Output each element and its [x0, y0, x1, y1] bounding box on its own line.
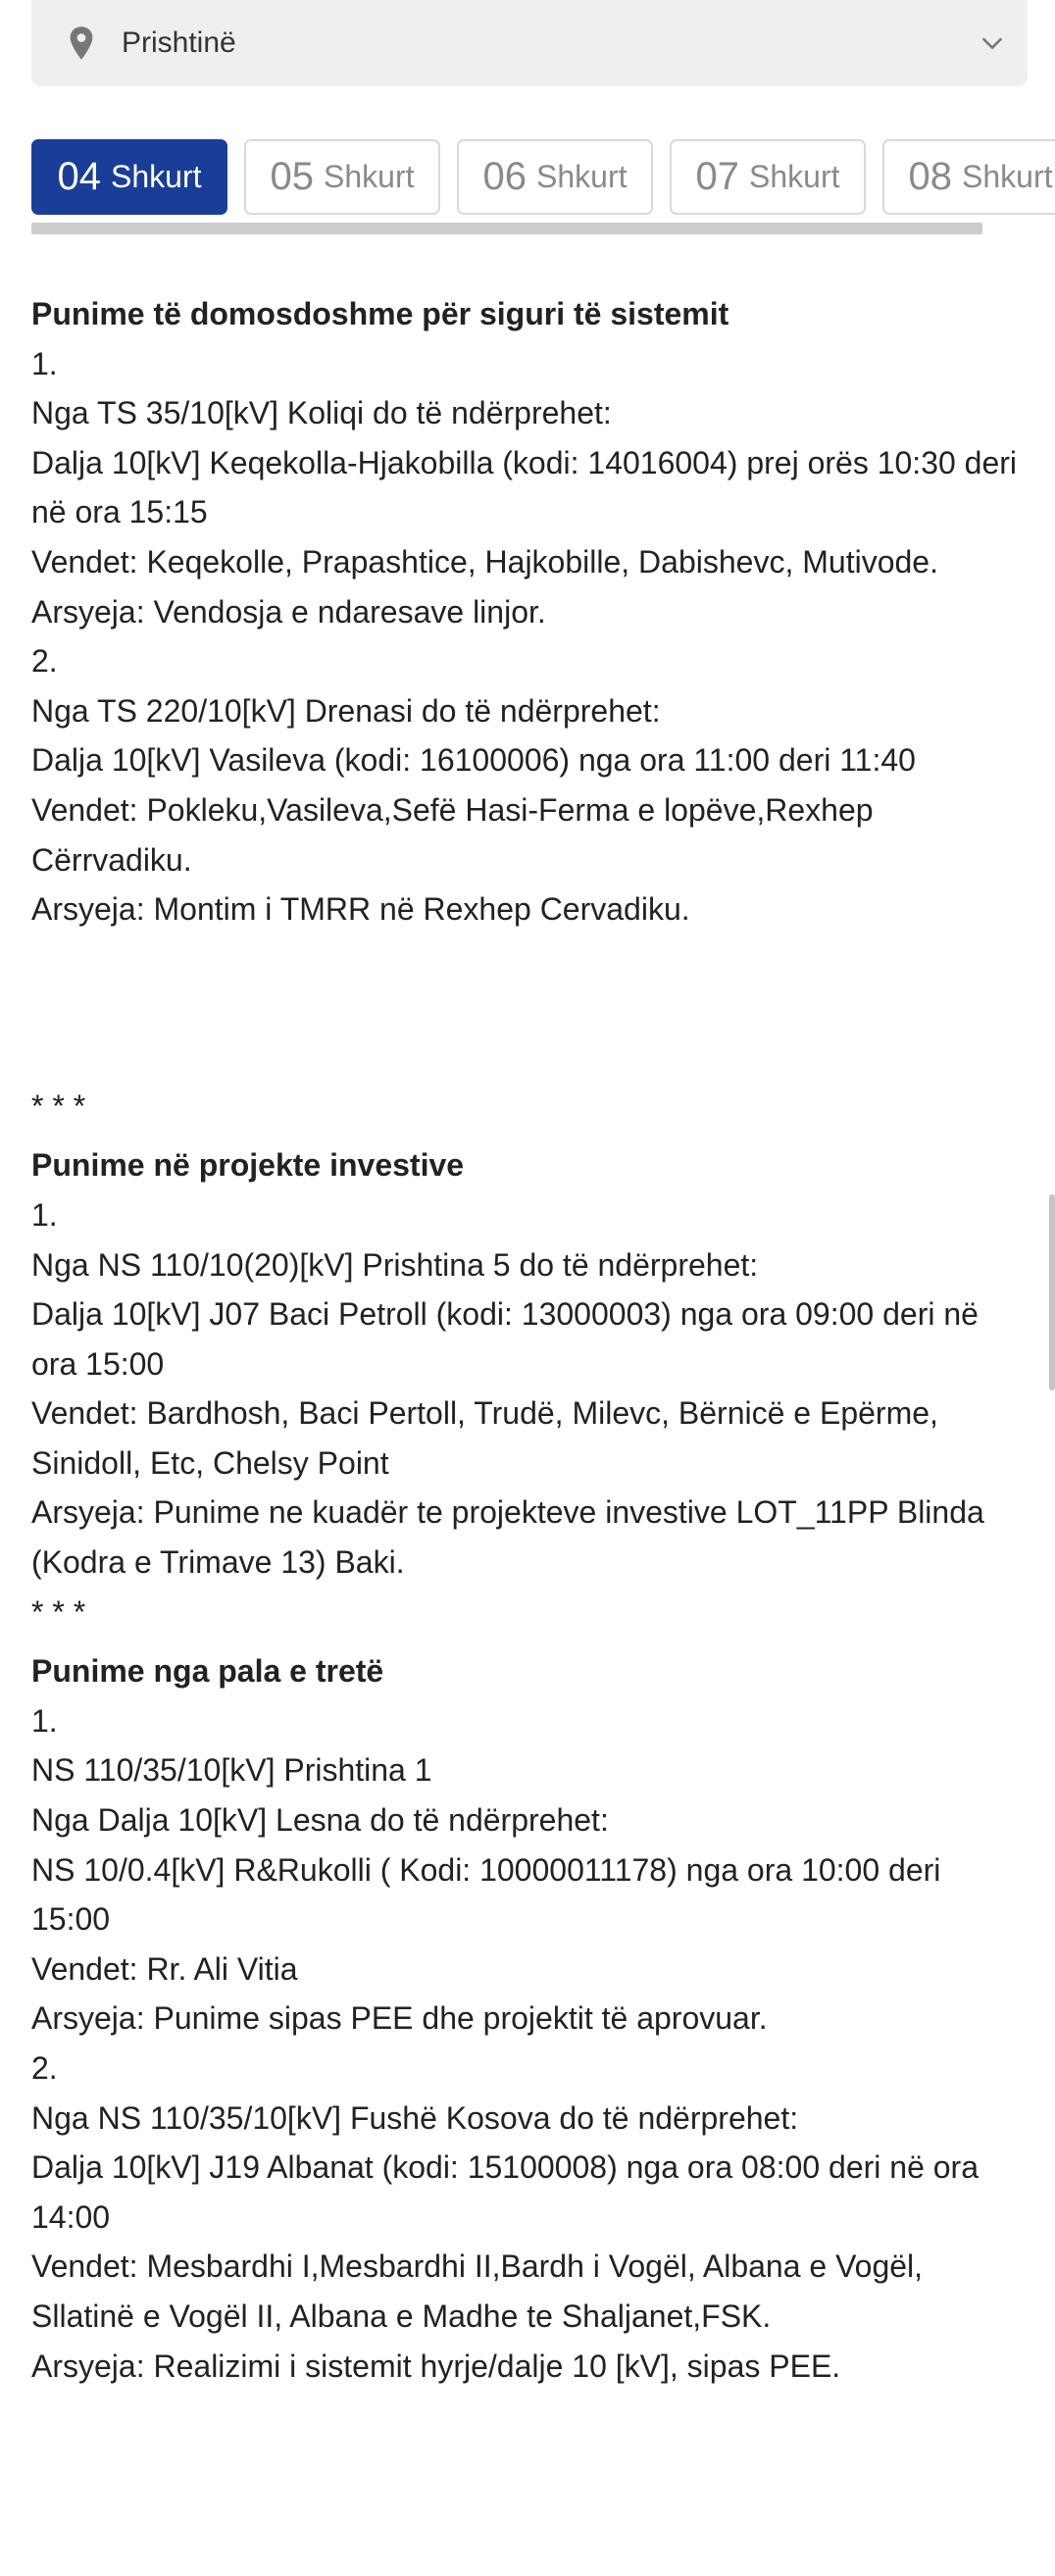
date-tabs — [31, 139, 1055, 216]
item-places: Vendet: Mesbardhi I,Mesbardhi II,Bardh i Vogël, Albana e Vogël, Sllatinë e Vogël II, Albana e Madhe te Shaljanet,FSK. — [31, 2248, 924, 2334]
item-number: 1. — [31, 1196, 58, 1233]
outage-content — [31, 279, 1028, 2391]
date-tab-month: Shkurt — [111, 159, 202, 194]
item-line: Dalja 10[kV] Vasileva (kodi: 16100006) nga ora 11:00 deri 11:40 — [31, 742, 916, 779]
date-tab-day: 05 — [270, 155, 314, 198]
location-value: Prishtinë — [122, 26, 236, 59]
date-tab-07[interactable] — [670, 139, 866, 215]
item-reason: Arsyeja: Montim i TMRR në Rexhep Cervadiku. — [31, 891, 690, 928]
date-tab-06[interactable] — [457, 139, 653, 215]
item-station: NS 110/35/10[kV] Prishtina 1 — [31, 1752, 432, 1789]
chevron-down-icon — [979, 29, 1006, 57]
item-line: Dalja 10[kV] J07 Baci Petroll (kodi: 13000003) nga ora 09:00 deri në ora 15:00 — [31, 1296, 979, 1382]
item-source: Nga NS 110/10(20)[kV] Prishtina 5 do të ndërprehet: — [31, 1246, 759, 1283]
date-tab-day: 06 — [482, 155, 527, 198]
item-reason: Arsyeja: Punime sipas PEE dhe projektit të aprovuar. — [31, 2000, 768, 2037]
item-line: Dalja 10[kV] J19 Albanat (kodi: 15100008) nga ora 08:00 deri në ora 14:00 — [31, 2149, 979, 2235]
section-heading: Punime nga pala e tretë — [31, 1653, 384, 1690]
item-places: Vendet: Keqekolle, Prapashtice, Hajkobille, Dabishevc, Mutivode. — [31, 543, 938, 580]
item-source: Nga Dalja 10[kV] Lesna do të ndërprehet: — [31, 1802, 609, 1839]
section-separator: * * * — [31, 1087, 86, 1124]
item-number: 2. — [31, 643, 58, 680]
section-heading: Punime në projekte investive — [31, 1147, 465, 1184]
item-number: 1. — [31, 1702, 58, 1739]
section-separator: * * * — [31, 1593, 86, 1630]
date-tab-month: Shkurt — [962, 159, 1053, 194]
date-tab-day: 04 — [57, 155, 101, 198]
item-source: Nga TS 220/10[kV] Drenasi do të ndërprehet: — [31, 692, 661, 729]
item-places: Vendet: Bardhosh, Baci Pertoll, Trudë, Milevc, Bërnicë e Epërme, Sinidoll, Etc, Chelsy Point — [31, 1395, 938, 1481]
item-number: 2. — [31, 2050, 58, 2086]
date-tab-day: 07 — [695, 155, 739, 198]
item-reason: Arsyeja: Vendosja e ndaresave linjor. — [31, 593, 546, 630]
item-line: Dalja 10[kV] Keqekolla-Hjakobilla (kodi: 14016004) prej orës 10:30 deri në ora 15:15 — [31, 444, 1018, 530]
item-places: Vendet: Pokleku,Vasileva,Sefë Hasi-Ferma e lopëve,Rexhep Cërrvadiku. — [31, 791, 874, 878]
date-tab-05[interactable] — [244, 139, 440, 215]
date-tab-month: Shkurt — [324, 159, 415, 194]
item-source: Nga TS 35/10[kV] Koliqi do të ndërprehet: — [31, 395, 612, 431]
item-places: Vendet: Rr. Ali Vitia — [31, 1950, 298, 1987]
item-reason: Arsyeja: Realizimi i sistemit hyrje/dalje 10 [kV], sipas PEE. — [31, 2348, 841, 2384]
item-number: 1. — [31, 345, 58, 381]
item-source: Nga NS 110/35/10[kV] Fushë Kosova do të ndërprehet: — [31, 2099, 799, 2136]
location-pin-icon — [67, 25, 96, 61]
date-tab-month: Shkurt — [536, 159, 628, 194]
date-tab-month: Shkurt — [749, 159, 840, 194]
tabs-scrollbar[interactable] — [31, 223, 982, 234]
date-tab-08[interactable] — [882, 139, 1055, 215]
item-reason: Arsyeja: Punime ne kuadër te projekteve investive LOT_11PP Blinda (Kodra e Trimave 13) Baki. — [31, 1494, 984, 1581]
date-tab-04[interactable] — [31, 139, 227, 215]
page-scrollbar[interactable] — [1049, 1194, 1055, 1390]
location-select[interactable] — [31, 0, 1028, 86]
blank-space — [31, 934, 1028, 1082]
date-tab-day: 08 — [908, 155, 952, 198]
section-heading: Punime të domosdoshme për siguri të sistemit — [31, 296, 729, 331]
item-line: NS 10/0.4[kV] R&Rukolli ( Kodi: 10000011178) nga ora 10:00 deri 15:00 — [31, 1851, 941, 1938]
